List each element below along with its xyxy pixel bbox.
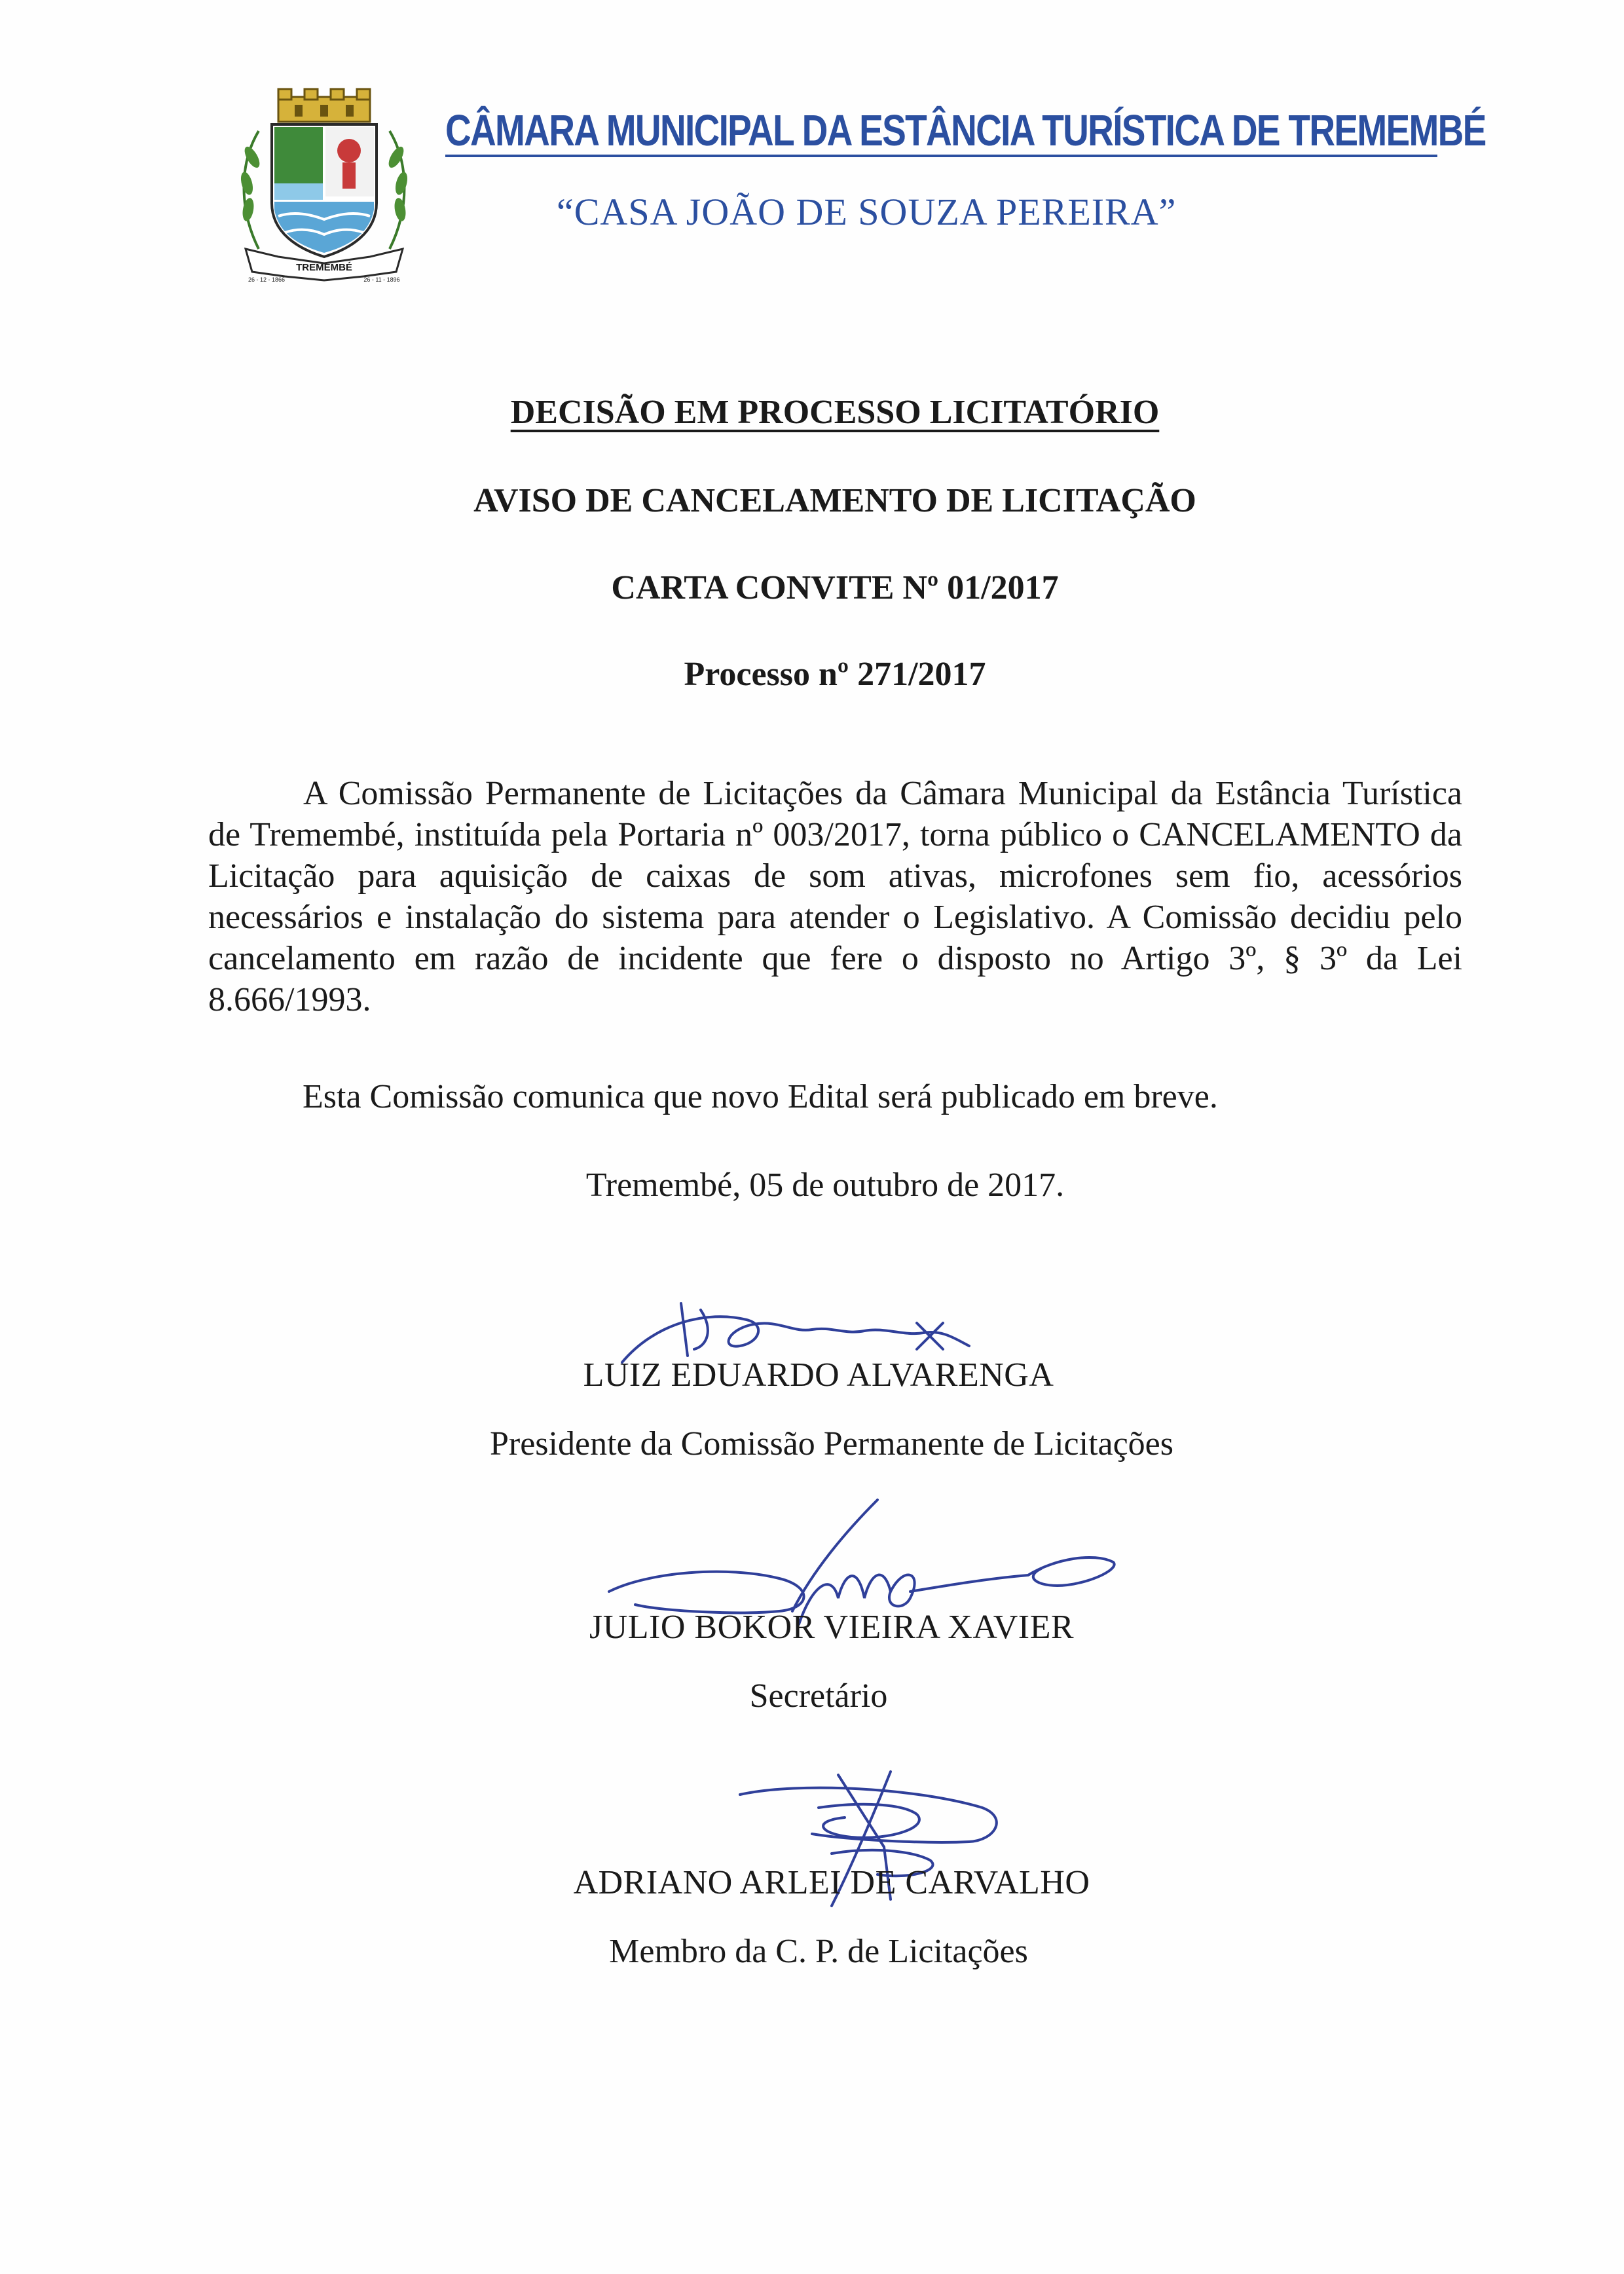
institution-title: CÂMARA MUNICIPAL DA ESTÂNCIA TURÍSTICA DE TREMEMBÉ: [445, 105, 1486, 155]
document-date: Tremembé, 05 de outubro de 2017.: [585, 1166, 1065, 1204]
signatory-2-role: Secretário: [749, 1677, 888, 1715]
decision-heading: DECISÃO EM PROCESSO LICITATÓRIO: [510, 394, 1160, 431]
signatory-1-name: LUIZ EDUARDO ALVARENGA: [583, 1356, 1054, 1394]
crest-left-date: 26 - 12 - 1866: [248, 276, 286, 283]
crest-banner-text: TREMEMBÉ: [296, 262, 352, 273]
signatory-2-name: JULIO BOKOR VIEIRA XAVIER: [589, 1609, 1075, 1646]
publication-notice: Esta Comissão comunica que novo Edital será publicado em breve.: [303, 1078, 1218, 1115]
header-divider: [445, 155, 1437, 157]
municipal-crest-icon: [232, 85, 416, 288]
process-number: Processo nº 271/2017: [684, 656, 986, 693]
body-paragraph: A Comissão Permanente de Licitações da Câmara Municipal da Estância Turística de Tremembé, instituída pela Portaria nº 003/2017, torna público o CANCELAMENTO da Licitação para aquisição de caixas de som ativas, microfones sem fio, acessórios necessários e instalação do sistema para atender o Legislativo. A Comissão decidiu pelo cancelamento em razão de incidente que fere o disposto no Artigo 3º, § 3º da Lei 8.666/1993.: [208, 775, 1462, 1018]
notice-title: AVISO DE CANCELAMENTO DE LICITAÇÃO: [473, 482, 1196, 519]
crest-right-date: 26 - 11 - 1896: [363, 276, 400, 283]
institution-subtitle: “CASA JOÃO DE SOUZA PEREIRA”: [557, 191, 1177, 233]
signatory-1-role: Presidente da Comissão Permanente de Licitações: [489, 1425, 1173, 1463]
letter-number: CARTA CONVITE Nº 01/2017: [611, 569, 1059, 606]
signatory-3-role: Membro da C. P. de Licitações: [609, 1933, 1028, 1970]
signatory-3-name: ADRIANO ARLEI DE CARVALHO: [573, 1864, 1090, 1901]
